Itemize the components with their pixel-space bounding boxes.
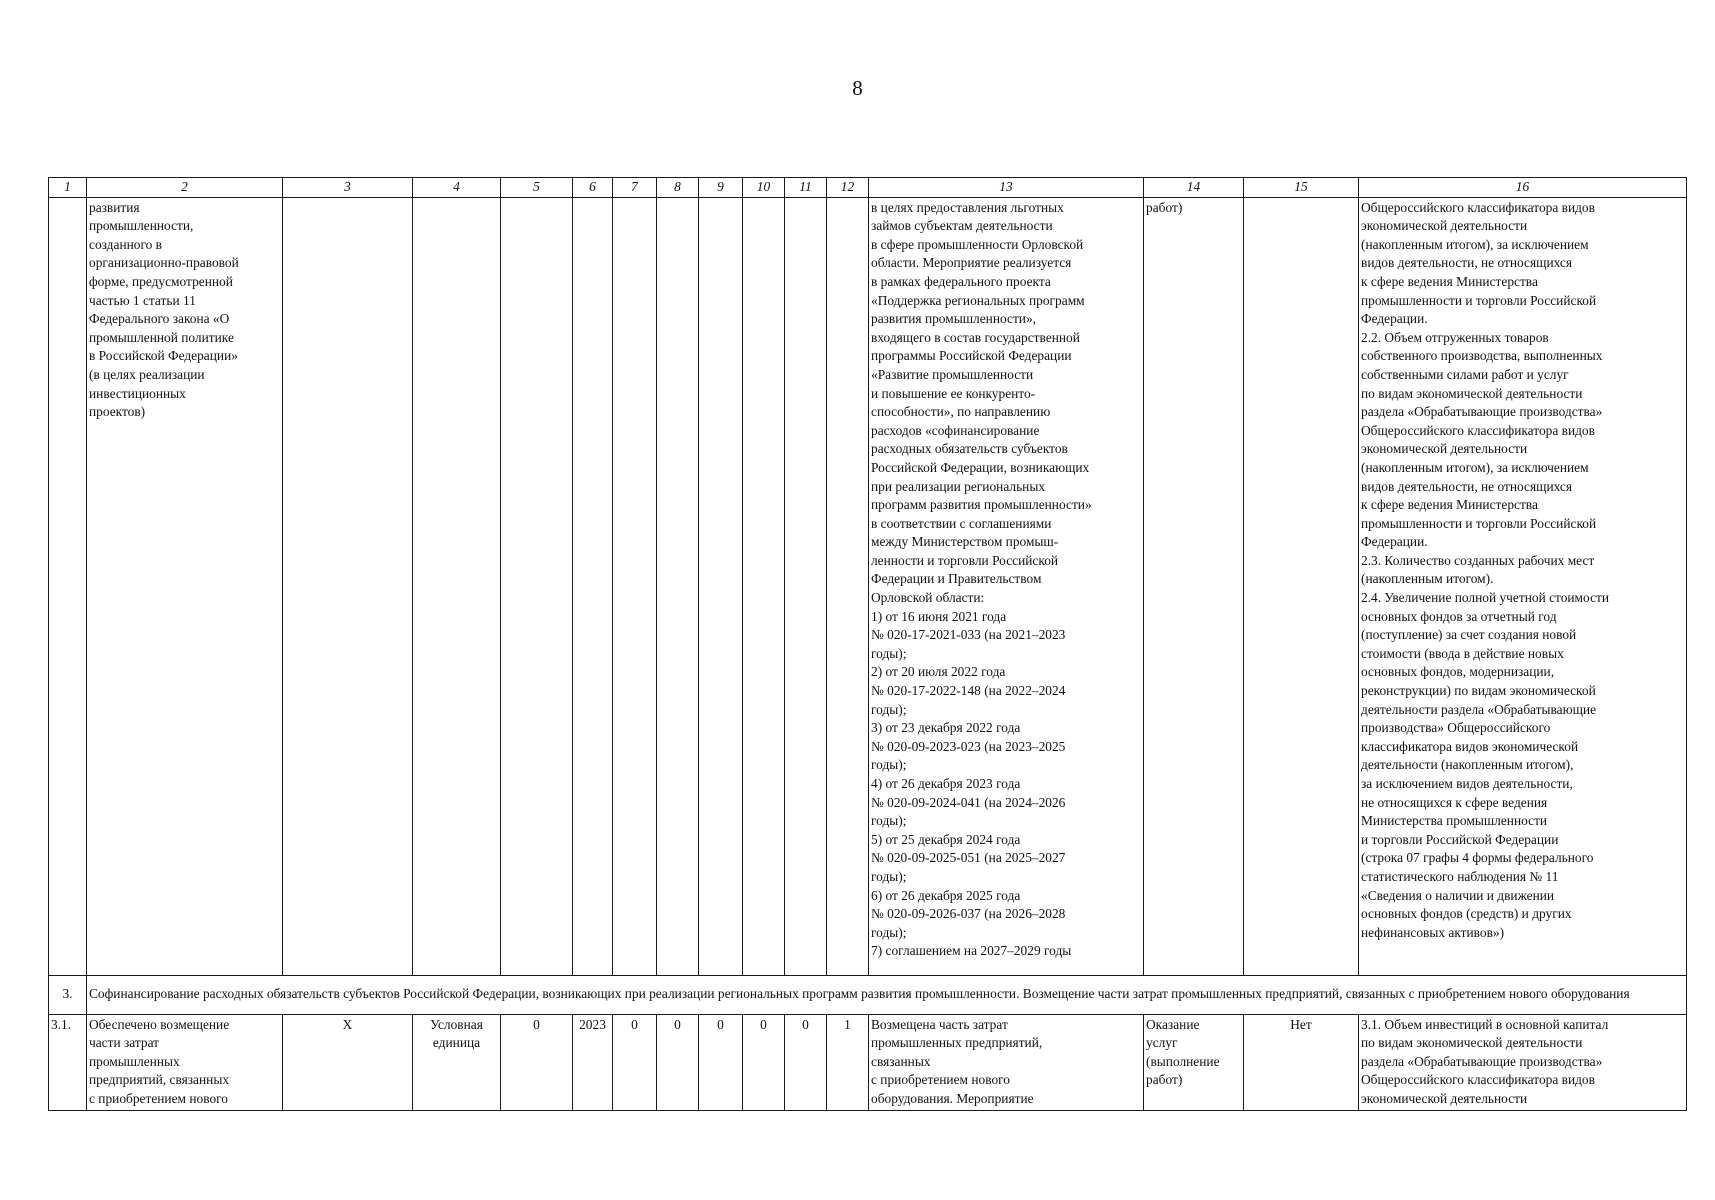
linked-indicators-cell: Общероссийского классификатора видов экономической деятельности (накопленным итогом), за исключением видов деятельности, не относящихся к сфере ведения Министерства промышленности и торговли Российской Федерации. 2.2. Объем отгруженных товаров собственного производства, выполненных собственными силами работ и услуг по видам экономической деятельности раздела «Обрабатывающие производства» Общероссийского классификатора видов экономической деятельности (накопленным итогом), за исключением видов деятельности, не относящихся к сфере ведения Министерства промышленности и торговли Российской Федерации. 2.3. Количество созданных рабочих мест (накопленным итогом). 2.4. Увеличение полной учетной стоимости основных фондов за отчетный год (поступление) за счет создания новой стоимости (ввода в действие новых основных фондов, модернизации, реконструкции) по видам экономической деятельности раздела «Обрабатывающие производства» Общероссийского классификатора видов экономической деятельности (накопленным итогом), за исключением видов деятельности, не относящихся к сфере ведения Министерства промышленности и торговли Российской Федерации (строка 07 графы 4 формы федерального статистического наблюдения № 11 «Сведения о наличии и движении основных фондов (средств) и других нефинансовых активов») bbox=[1359, 197, 1687, 975]
page-number: 8 bbox=[852, 76, 863, 100]
measure-description-cell: в целях предоставления льготных займов субъектам деятельности в сфере промышленности Орловской области. Мероприятие реализуется в рамках федерального проекта «Поддержка региональных программ развития промышленности», входящего в состав государственной программы Российской Федерации «Развитие промышленности и повышение ее конкуренто- способности», по направлению расходов «софинансирование расходных обязательств субъектов Российской Федерации, возникающих при реализации региональных программ развития промышленности» в соответствии с соглашениями между Министерством промыш- ленности и торговли Российской Федерации и Правительством Орловской области: 1) от 16 июня 2021 года № 020-17-2021-033 (на 2021–2023 годы); 2) от 20 июля 2022 года № 020-17-2022-148 (на 2022–2024 годы); 3) от 23 декабря 2022 года № 020-09-2023-023 (на 2023–2025 годы); 4) от 26 декабря 2023 года № 020-09-2024-041 (на 2024–2026 годы); 5) от 25 декабря 2024 года № 020-09-2025-051 (на 2025–2027 годы); 6) от 26 декабря 2025 года № 020-09-2026-037 (на 2026–2028 годы); 7) соглашением на 2027–2029 годы bbox=[869, 197, 1144, 975]
section-row bbox=[49, 975, 1687, 1014]
column-header: 3 bbox=[283, 178, 413, 198]
column-header: 13 bbox=[869, 178, 1144, 198]
table-cell bbox=[699, 197, 743, 975]
measure-type-cell: Оказание услуг (выполнение работ) bbox=[1144, 1014, 1244, 1110]
table-cell: 0 bbox=[785, 1014, 827, 1110]
table-cell bbox=[785, 197, 827, 975]
column-header: 14 bbox=[1144, 178, 1244, 198]
indicators-table bbox=[48, 177, 1687, 1111]
column-header: 2 bbox=[87, 178, 283, 198]
measure-description-cell: Возмещена часть затрат промышленных предприятий, связанных с приобретением нового оборудования. Мероприятие bbox=[869, 1014, 1144, 1110]
table-cell: Х bbox=[283, 1014, 413, 1110]
section-number: 3. bbox=[49, 975, 87, 1014]
column-header: 8 bbox=[657, 178, 699, 198]
linked-indicators-cell: 3.1. Объем инвестиций в основной капитал по видам экономической деятельности раздела «Обрабатывающие производства» Общероссийского классификатора видов экономической деятельности bbox=[1359, 1014, 1687, 1110]
indicator-name-cell: Обеспечено возмещение части затрат промышленных предприятий, связанных с приобретением нового bbox=[87, 1014, 283, 1110]
column-header: 12 bbox=[827, 178, 869, 198]
row-number-cell: 3.1. bbox=[49, 1014, 87, 1110]
column-header: 15 bbox=[1244, 178, 1359, 198]
table-cell bbox=[1244, 197, 1359, 975]
table-cell bbox=[743, 197, 785, 975]
section-title: Софинансирование расходных обязательств субъектов Российской Федерации, возникающих при реализации региональных программ развития промышленности. Возмещение части затрат промышленных предприятий, связанных с приобретением нового оборудования bbox=[87, 975, 1687, 1014]
table-cell: 0 bbox=[613, 1014, 657, 1110]
column-header: 16 bbox=[1359, 178, 1687, 198]
table-row bbox=[49, 1014, 1687, 1110]
table-cell bbox=[283, 197, 413, 975]
table-cell: 0 bbox=[501, 1014, 573, 1110]
column-header: 10 bbox=[743, 178, 785, 198]
unit-cell: Условная единица bbox=[413, 1014, 501, 1110]
indicator-name-cell: развития промышленности, созданного в организационно-правовой форме, предусмотренной частью 1 статьи 11 Федерального закона «О промышленной политике в Российской Федерации» (в целях реализации инвестиционных проектов) bbox=[87, 197, 283, 975]
column-header: 5 bbox=[501, 178, 573, 198]
row-number-cell bbox=[49, 197, 87, 975]
table-cell: 0 bbox=[743, 1014, 785, 1110]
table-cell bbox=[657, 197, 699, 975]
column-header: 4 bbox=[413, 178, 501, 198]
column-header: 7 bbox=[613, 178, 657, 198]
table-cell: 0 bbox=[699, 1014, 743, 1110]
table-cell bbox=[413, 197, 501, 975]
table-row bbox=[49, 197, 1687, 975]
column-number-row bbox=[49, 178, 1687, 198]
column-header: 11 bbox=[785, 178, 827, 198]
column-header: 6 bbox=[573, 178, 613, 198]
table-cell bbox=[501, 197, 573, 975]
table-cell: 0 bbox=[657, 1014, 699, 1110]
table-cell: 1 bbox=[827, 1014, 869, 1110]
table-cell bbox=[827, 197, 869, 975]
column-header: 1 bbox=[49, 178, 87, 198]
table-cell bbox=[573, 197, 613, 975]
column-header: 9 bbox=[699, 178, 743, 198]
table-cell: Нет bbox=[1244, 1014, 1359, 1110]
table-cell bbox=[613, 197, 657, 975]
measure-type-cell: работ) bbox=[1144, 197, 1244, 975]
year-cell: 2023 bbox=[573, 1014, 613, 1110]
